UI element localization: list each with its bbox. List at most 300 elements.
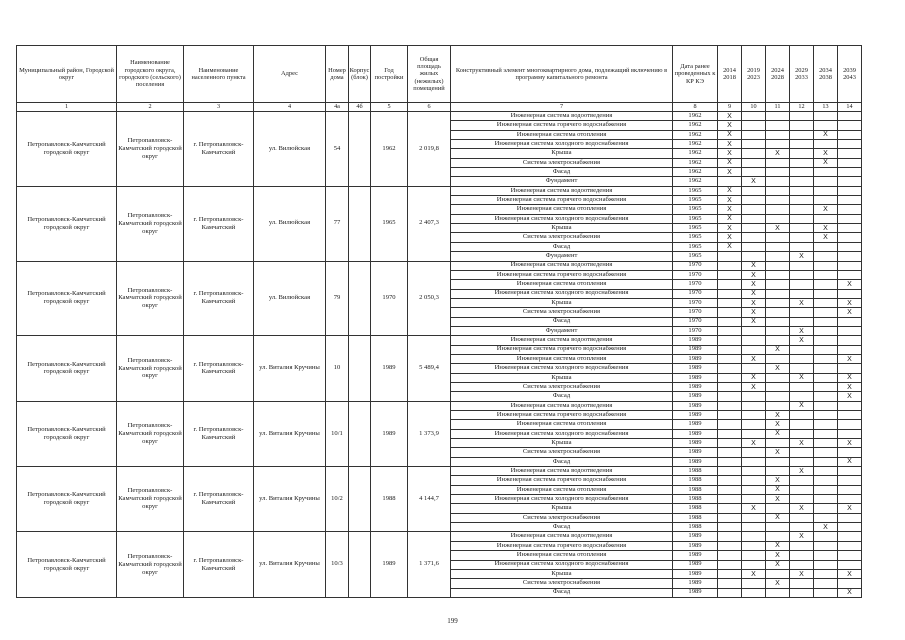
block-cell xyxy=(349,467,371,532)
period-mark-cell xyxy=(838,112,862,121)
element-cell: Крыша xyxy=(451,373,673,382)
period-mark-cell: X xyxy=(790,439,814,448)
period-mark-cell xyxy=(814,532,838,541)
period-mark-cell: X xyxy=(766,476,790,485)
element-cell: Крыша xyxy=(451,298,673,307)
locality-cell: г. Петропавловск-Камчатский xyxy=(184,401,254,466)
column-number: 1 xyxy=(17,103,117,112)
settlement-cell: Петропавловск-Камчатский городской округ xyxy=(117,467,184,532)
period-mark-cell xyxy=(838,196,862,205)
period-mark-cell xyxy=(718,551,742,560)
period-mark-cell xyxy=(838,523,862,532)
period-mark-cell xyxy=(838,448,862,457)
period-mark-cell xyxy=(742,551,766,560)
inclusion-date-cell: 1989 xyxy=(673,532,718,541)
period-mark-cell: X xyxy=(790,401,814,410)
element-cell: Инженерная система водоотведения xyxy=(451,532,673,541)
period-mark-cell: X xyxy=(766,579,790,588)
period-mark-cell xyxy=(766,177,790,186)
period-mark-cell: X xyxy=(742,569,766,578)
period-mark-cell: X xyxy=(766,364,790,373)
period-mark-cell xyxy=(718,532,742,541)
table-row xyxy=(17,261,862,270)
period-mark-cell xyxy=(718,467,742,476)
period-mark-cell xyxy=(838,326,862,335)
municipality-cell: Петропавловск-Камчатский городской округ xyxy=(17,401,117,466)
period-mark-cell xyxy=(790,579,814,588)
inclusion-date-cell: 1965 xyxy=(673,233,718,242)
period-mark-cell: X xyxy=(838,298,862,307)
period-mark-cell xyxy=(742,588,766,597)
period-mark-cell xyxy=(718,523,742,532)
element-cell: Инженерная система холодного водоснабжения xyxy=(451,214,673,223)
element-cell: Инженерная система горячего водоснабжения xyxy=(451,270,673,279)
period-mark-cell xyxy=(742,523,766,532)
capital-repair-table xyxy=(16,45,862,598)
municipality-cell: Петропавловск-Камчатский городской округ xyxy=(17,336,117,401)
period-mark-cell xyxy=(790,140,814,149)
period-mark-cell xyxy=(790,224,814,233)
period-mark-cell xyxy=(766,308,790,317)
period-mark-cell xyxy=(790,411,814,420)
period-mark-cell: X xyxy=(766,448,790,457)
header-house-no: Номер дома xyxy=(326,46,349,103)
period-mark-cell xyxy=(742,186,766,195)
period-mark-cell xyxy=(790,317,814,326)
period-mark-cell xyxy=(838,476,862,485)
period-mark-cell xyxy=(742,336,766,345)
period-mark-cell xyxy=(838,233,862,242)
block-cell xyxy=(349,261,371,336)
period-mark-cell: X xyxy=(742,308,766,317)
period-mark-cell xyxy=(838,289,862,298)
header-period: 2029 2033 xyxy=(790,46,814,103)
period-mark-cell: X xyxy=(742,354,766,363)
period-mark-cell xyxy=(718,485,742,494)
settlement-cell: Петропавловск-Камчатский городской округ xyxy=(117,186,184,261)
element-cell: Крыша xyxy=(451,224,673,233)
period-mark-cell: X xyxy=(838,588,862,597)
period-mark-cell xyxy=(718,541,742,550)
period-mark-cell xyxy=(718,364,742,373)
period-mark-cell xyxy=(838,140,862,149)
period-mark-cell xyxy=(814,345,838,354)
period-mark-cell xyxy=(814,252,838,261)
element-cell: Крыша xyxy=(451,439,673,448)
period-mark-cell xyxy=(790,382,814,391)
period-mark-cell xyxy=(790,420,814,429)
period-mark-cell xyxy=(742,411,766,420)
period-mark-cell xyxy=(742,467,766,476)
period-mark-cell xyxy=(718,298,742,307)
header-locality: Наименование населенного пункта xyxy=(184,46,254,103)
period-mark-cell xyxy=(814,364,838,373)
year-built-cell: 1988 xyxy=(371,467,408,532)
period-mark-cell xyxy=(814,429,838,438)
period-mark-cell xyxy=(838,429,862,438)
inclusion-date-cell: 1962 xyxy=(673,168,718,177)
period-mark-cell xyxy=(766,130,790,139)
element-cell: Фасад xyxy=(451,317,673,326)
period-mark-cell xyxy=(814,382,838,391)
year-built-cell: 1970 xyxy=(371,261,408,336)
house-number-cell: 10/3 xyxy=(326,532,349,597)
house-number-cell: 10/2 xyxy=(326,467,349,532)
period-mark-cell xyxy=(838,560,862,569)
settlement-cell: Петропавловск-Камчатский городской округ xyxy=(117,401,184,466)
inclusion-date-cell: 1988 xyxy=(673,495,718,504)
period-mark-cell xyxy=(766,280,790,289)
period-mark-cell xyxy=(814,588,838,597)
period-mark-cell xyxy=(814,513,838,522)
period-mark-cell xyxy=(790,177,814,186)
period-mark-cell: X xyxy=(814,224,838,233)
period-mark-cell xyxy=(718,504,742,513)
period-mark-cell xyxy=(766,317,790,326)
inclusion-date-cell: 1970 xyxy=(673,317,718,326)
column-number: 10 xyxy=(742,103,766,112)
inclusion-date-cell: 1962 xyxy=(673,140,718,149)
element-cell: Крыша xyxy=(451,504,673,513)
period-mark-cell: X xyxy=(718,224,742,233)
period-mark-cell xyxy=(742,401,766,410)
block-cell xyxy=(349,186,371,261)
table-row xyxy=(17,336,862,345)
period-mark-cell xyxy=(766,270,790,279)
period-mark-cell xyxy=(838,345,862,354)
period-mark-cell: X xyxy=(766,411,790,420)
period-mark-cell: X xyxy=(838,354,862,363)
period-mark-cell xyxy=(814,448,838,457)
period-mark-cell xyxy=(790,270,814,279)
period-mark-cell: X xyxy=(790,336,814,345)
period-mark-cell: X xyxy=(742,177,766,186)
column-number: 2 xyxy=(117,103,184,112)
municipality-cell: Петропавловск-Камчатский городской округ xyxy=(17,186,117,261)
element-cell: Система электроснабжения xyxy=(451,308,673,317)
period-mark-cell: X xyxy=(718,214,742,223)
period-mark-cell xyxy=(766,196,790,205)
street-cell: ул. Вилюйская xyxy=(254,112,326,187)
period-mark-cell xyxy=(838,177,862,186)
element-cell: Система электроснабжения xyxy=(451,158,673,167)
header-period: 2014 2018 xyxy=(718,46,742,103)
period-mark-cell xyxy=(814,457,838,466)
period-mark-cell xyxy=(766,523,790,532)
period-mark-cell: X xyxy=(766,560,790,569)
period-mark-cell xyxy=(838,364,862,373)
period-mark-cell: X xyxy=(766,420,790,429)
period-mark-cell xyxy=(838,551,862,560)
municipality-cell: Петропавловск-Камчатский городской округ xyxy=(17,112,117,187)
period-mark-cell xyxy=(718,261,742,270)
inclusion-date-cell: 1989 xyxy=(673,345,718,354)
period-mark-cell xyxy=(814,569,838,578)
period-mark-cell xyxy=(790,429,814,438)
period-mark-cell: X xyxy=(766,485,790,494)
period-mark-cell xyxy=(718,308,742,317)
inclusion-date-cell: 1989 xyxy=(673,354,718,363)
period-mark-cell xyxy=(766,233,790,242)
element-cell: Инженерная система водоотведения xyxy=(451,336,673,345)
element-cell: Инженерная система холодного водоснабжения xyxy=(451,429,673,438)
column-number: 13 xyxy=(814,103,838,112)
period-mark-cell xyxy=(790,308,814,317)
period-mark-cell xyxy=(814,354,838,363)
period-mark-cell xyxy=(838,149,862,158)
period-mark-cell xyxy=(814,420,838,429)
element-cell: Фасад xyxy=(451,392,673,401)
inclusion-date-cell: 1970 xyxy=(673,289,718,298)
inclusion-date-cell: 1989 xyxy=(673,373,718,382)
element-cell: Инженерная система холодного водоснабжения xyxy=(451,289,673,298)
period-mark-cell xyxy=(790,392,814,401)
period-mark-cell xyxy=(766,289,790,298)
header-period: 2034 2038 xyxy=(814,46,838,103)
period-mark-cell xyxy=(790,214,814,223)
period-mark-cell xyxy=(790,149,814,158)
inclusion-date-cell: 1962 xyxy=(673,177,718,186)
table-row xyxy=(17,186,862,195)
period-mark-cell xyxy=(838,495,862,504)
period-mark-cell xyxy=(766,112,790,121)
area-cell: 1 373,9 xyxy=(408,401,451,466)
period-mark-cell xyxy=(718,476,742,485)
element-cell: Фасад xyxy=(451,168,673,177)
inclusion-date-cell: 1988 xyxy=(673,523,718,532)
period-mark-cell xyxy=(718,401,742,410)
table-header xyxy=(17,46,862,112)
area-cell: 2 050,3 xyxy=(408,261,451,336)
element-cell: Инженерная система водоотведения xyxy=(451,467,673,476)
period-mark-cell xyxy=(790,280,814,289)
inclusion-date-cell: 1989 xyxy=(673,429,718,438)
period-mark-cell xyxy=(718,579,742,588)
column-number-row xyxy=(17,103,862,112)
period-mark-cell: X xyxy=(718,196,742,205)
inclusion-date-cell: 1970 xyxy=(673,270,718,279)
period-mark-cell xyxy=(766,121,790,130)
inclusion-date-cell: 1989 xyxy=(673,588,718,597)
period-mark-cell xyxy=(814,177,838,186)
period-mark-cell xyxy=(790,364,814,373)
period-mark-cell xyxy=(838,270,862,279)
inclusion-date-cell: 1989 xyxy=(673,420,718,429)
element-cell: Фасад xyxy=(451,588,673,597)
period-mark-cell xyxy=(742,326,766,335)
period-mark-cell xyxy=(814,112,838,121)
period-mark-cell xyxy=(814,373,838,382)
period-mark-cell: X xyxy=(718,140,742,149)
period-mark-cell xyxy=(814,242,838,251)
period-mark-cell: X xyxy=(742,504,766,513)
period-mark-cell xyxy=(742,457,766,466)
period-mark-cell xyxy=(814,186,838,195)
period-mark-cell xyxy=(718,448,742,457)
period-mark-cell: X xyxy=(742,298,766,307)
settlement-cell: Петропавловск-Камчатский городской округ xyxy=(117,112,184,187)
period-mark-cell xyxy=(766,298,790,307)
period-mark-cell xyxy=(742,214,766,223)
period-mark-cell: X xyxy=(742,317,766,326)
inclusion-date-cell: 1989 xyxy=(673,392,718,401)
period-mark-cell: X xyxy=(766,495,790,504)
period-mark-cell xyxy=(718,588,742,597)
period-mark-cell: X xyxy=(718,168,742,177)
period-mark-cell: X xyxy=(766,513,790,522)
element-cell: Крыша xyxy=(451,149,673,158)
column-number: 3 xyxy=(184,103,254,112)
locality-cell: г. Петропавловск-Камчатский xyxy=(184,467,254,532)
period-mark-cell: X xyxy=(766,551,790,560)
period-mark-cell xyxy=(718,382,742,391)
element-cell: Инженерная система горячего водоснабжения xyxy=(451,411,673,420)
period-mark-cell: X xyxy=(814,130,838,139)
locality-cell: г. Петропавловск-Камчатский xyxy=(184,186,254,261)
table-row xyxy=(17,467,862,476)
period-mark-cell xyxy=(814,336,838,345)
period-mark-cell: X xyxy=(838,373,862,382)
element-cell: Инженерная система холодного водоснабжения xyxy=(451,364,673,373)
inclusion-date-cell: 1988 xyxy=(673,467,718,476)
inclusion-date-cell: 1989 xyxy=(673,541,718,550)
column-number: 4а xyxy=(326,103,349,112)
period-mark-cell xyxy=(766,569,790,578)
period-mark-cell: X xyxy=(814,149,838,158)
period-mark-cell xyxy=(814,317,838,326)
period-mark-cell: X xyxy=(790,504,814,513)
house-number-cell: 10 xyxy=(326,336,349,401)
period-mark-cell xyxy=(814,121,838,130)
period-mark-cell xyxy=(790,112,814,121)
header-address: Адрес xyxy=(254,46,326,103)
inclusion-date-cell: 1988 xyxy=(673,504,718,513)
period-mark-cell: X xyxy=(838,308,862,317)
header-period: 2039 2043 xyxy=(838,46,862,103)
locality-cell: г. Петропавловск-Камчатский xyxy=(184,532,254,597)
locality-cell: г. Петропавловск-Камчатский xyxy=(184,336,254,401)
period-mark-cell: X xyxy=(718,149,742,158)
element-cell: Система электроснабжения xyxy=(451,513,673,522)
period-mark-cell xyxy=(838,158,862,167)
period-mark-cell xyxy=(814,504,838,513)
inclusion-date-cell: 1989 xyxy=(673,579,718,588)
period-mark-cell: X xyxy=(838,457,862,466)
period-mark-cell xyxy=(790,168,814,177)
period-mark-cell xyxy=(742,429,766,438)
period-mark-cell xyxy=(790,476,814,485)
period-mark-cell: X xyxy=(766,224,790,233)
period-mark-cell xyxy=(766,252,790,261)
municipality-cell: Петропавловск-Камчатский городской округ xyxy=(17,467,117,532)
inclusion-date-cell: 1989 xyxy=(673,411,718,420)
column-number: 7 xyxy=(451,103,673,112)
period-mark-cell xyxy=(742,448,766,457)
column-number: 11 xyxy=(766,103,790,112)
inclusion-date-cell: 1962 xyxy=(673,149,718,158)
period-mark-cell xyxy=(742,392,766,401)
period-mark-cell: X xyxy=(814,523,838,532)
house-number-cell: 10/1 xyxy=(326,401,349,466)
element-cell: Система электроснабжения xyxy=(451,382,673,391)
inclusion-date-cell: 1989 xyxy=(673,382,718,391)
period-mark-cell xyxy=(814,476,838,485)
period-mark-cell xyxy=(814,541,838,550)
period-mark-cell: X xyxy=(790,326,814,335)
period-mark-cell xyxy=(790,523,814,532)
period-mark-cell xyxy=(742,560,766,569)
period-mark-cell xyxy=(766,504,790,513)
inclusion-date-cell: 1989 xyxy=(673,439,718,448)
period-mark-cell xyxy=(838,242,862,251)
period-mark-cell: X xyxy=(742,270,766,279)
element-cell: Система электроснабжения xyxy=(451,233,673,242)
period-mark-cell xyxy=(790,345,814,354)
period-mark-cell xyxy=(742,140,766,149)
inclusion-date-cell: 1970 xyxy=(673,298,718,307)
element-cell: Инженерная система холодного водоснабжения xyxy=(451,495,673,504)
period-mark-cell xyxy=(814,401,838,410)
period-mark-cell xyxy=(838,168,862,177)
inclusion-date-cell: 1962 xyxy=(673,121,718,130)
period-mark-cell xyxy=(718,495,742,504)
header-inclusion-date: Дата ранее проведенных к КР КЭ xyxy=(673,46,718,103)
table-row xyxy=(17,532,862,541)
period-mark-cell xyxy=(742,252,766,261)
period-mark-cell xyxy=(766,467,790,476)
period-mark-cell xyxy=(766,532,790,541)
inclusion-date-cell: 1989 xyxy=(673,364,718,373)
period-mark-cell xyxy=(718,317,742,326)
period-mark-cell: X xyxy=(790,569,814,578)
period-mark-cell xyxy=(790,196,814,205)
period-mark-cell xyxy=(814,261,838,270)
table-row xyxy=(17,112,862,121)
period-mark-cell xyxy=(742,233,766,242)
period-mark-cell xyxy=(718,411,742,420)
element-cell: Система электроснабжения xyxy=(451,579,673,588)
inclusion-date-cell: 1965 xyxy=(673,252,718,261)
year-built-cell: 1989 xyxy=(371,532,408,597)
period-mark-cell xyxy=(766,140,790,149)
period-mark-cell xyxy=(790,513,814,522)
period-mark-cell xyxy=(766,186,790,195)
period-mark-cell xyxy=(718,513,742,522)
inclusion-date-cell: 1989 xyxy=(673,401,718,410)
period-mark-cell xyxy=(790,560,814,569)
element-cell: Система электроснабжения xyxy=(451,448,673,457)
period-mark-cell xyxy=(838,532,862,541)
inclusion-date-cell: 1989 xyxy=(673,336,718,345)
element-cell: Фасад xyxy=(451,457,673,466)
inclusion-date-cell: 1962 xyxy=(673,130,718,139)
street-cell: ул. Виталия Кручины xyxy=(254,336,326,401)
column-number: 5 xyxy=(371,103,408,112)
period-mark-cell xyxy=(814,411,838,420)
block-cell xyxy=(349,532,371,597)
period-mark-cell xyxy=(718,439,742,448)
period-mark-cell: X xyxy=(742,289,766,298)
period-mark-cell xyxy=(742,364,766,373)
period-mark-cell xyxy=(814,298,838,307)
period-mark-cell xyxy=(838,121,862,130)
period-mark-cell xyxy=(766,373,790,382)
inclusion-date-cell: 1965 xyxy=(673,214,718,223)
period-mark-cell: X xyxy=(838,439,862,448)
period-mark-cell xyxy=(718,252,742,261)
period-mark-cell xyxy=(742,224,766,233)
period-mark-cell xyxy=(838,401,862,410)
